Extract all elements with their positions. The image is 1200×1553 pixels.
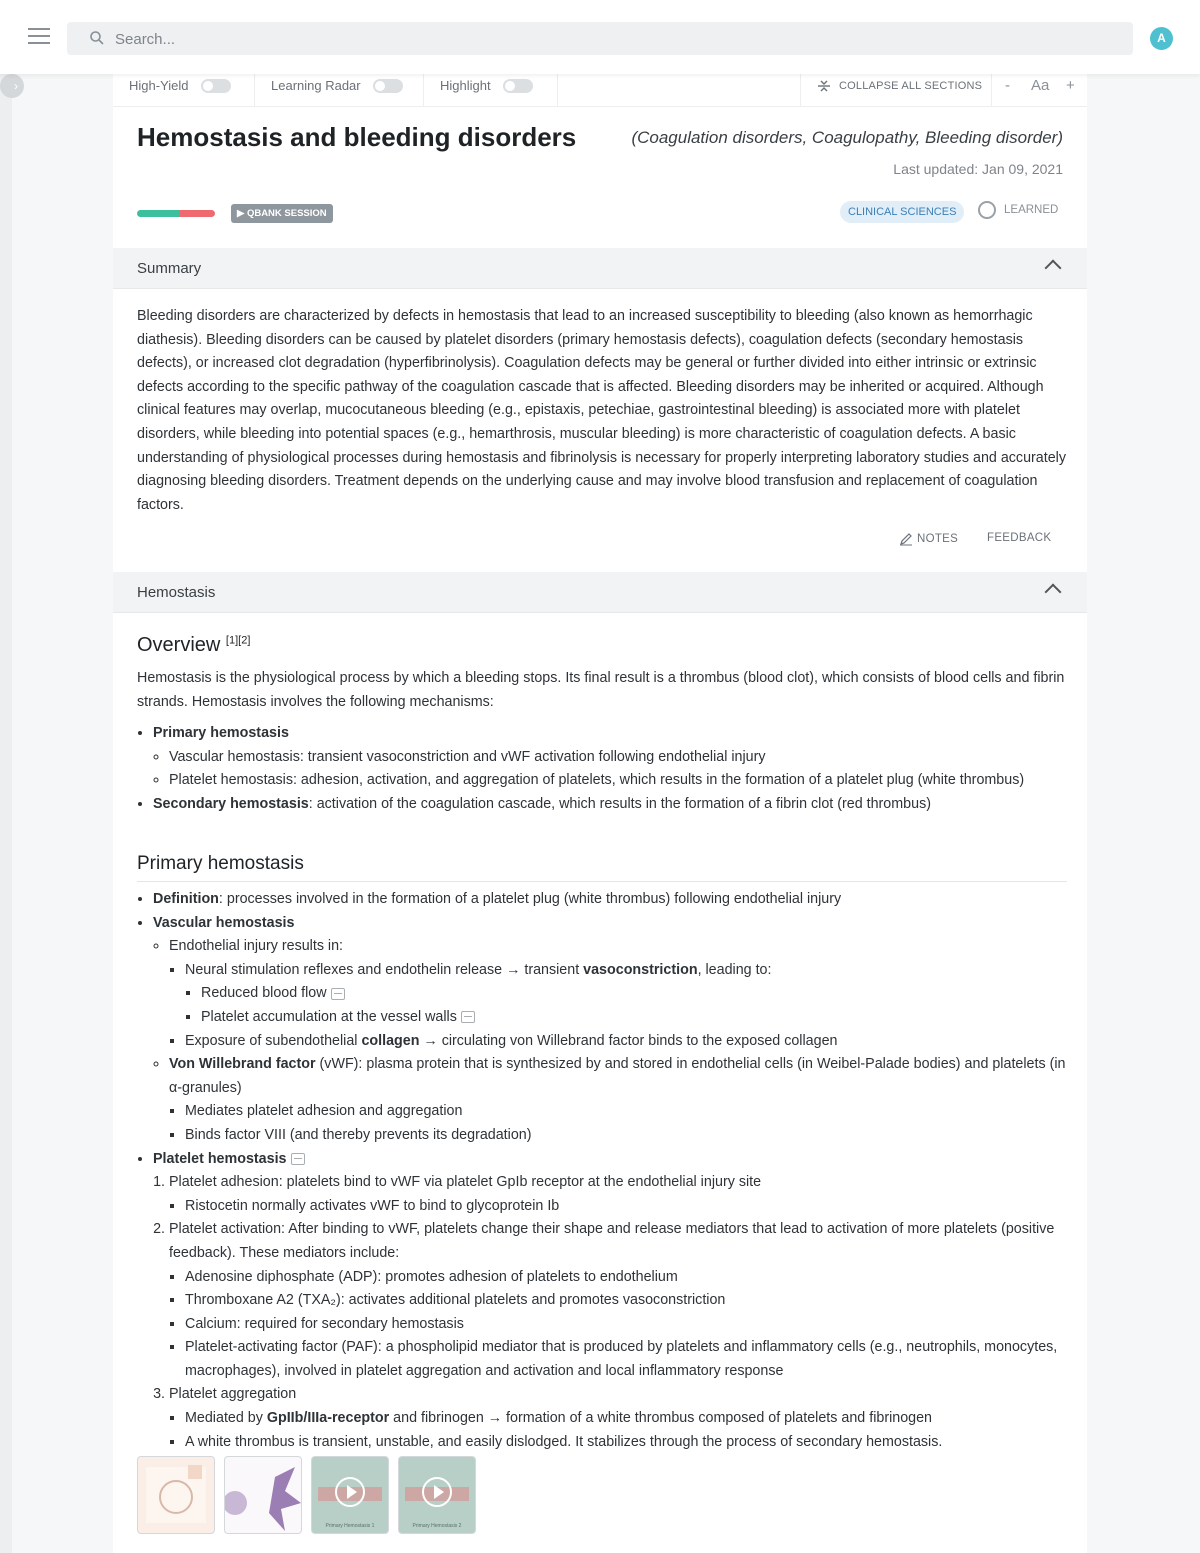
category-badge[interactable]: CLINICAL SCIENCES: [840, 201, 964, 223]
media-icon[interactable]: [291, 1153, 305, 1165]
list-item: ▪ Ristocetin normally activates vWF to bind to glycoprotein Ib: [185, 1195, 1067, 1219]
list-item: [169, 1218, 1067, 1383]
sub-list: [153, 746, 1067, 793]
list-item-bold: Von Willebrand factor: [169, 1056, 316, 1073]
sub-list: [169, 1266, 1067, 1384]
list-item-text: Platelet accumulation at the vessel walls: [201, 1008, 457, 1025]
font-size-label: Aa: [1031, 77, 1050, 94]
list-item-bold: collagen: [361, 1032, 420, 1049]
highlight-toggle[interactable]: [440, 78, 533, 93]
learning-radar-label: Learning Radar: [271, 78, 361, 93]
overview-list: [137, 722, 1067, 816]
list-item: ▪ Thromboxane A2 (TXA₂): activates additional platelets and promotes vasoconstriction: [185, 1289, 1067, 1313]
high-yield-toggle[interactable]: [129, 78, 231, 93]
media-thumbnail[interactable]: [137, 1456, 215, 1534]
search-icon: [89, 30, 105, 46]
list-item-text: (vWF): plasma protein that is synthesized by and stored in endothelial cells (in Weibel-Palade bodies) and platelets (in α-granules): [169, 1056, 1066, 1096]
list-item-text: , leading to:: [697, 961, 772, 978]
list-item-text: Platelet adhesion: platelets bind to vWF via platelet GpIb receptor at the endothelial injury site: [169, 1174, 762, 1191]
sidebar-expand-icon[interactable]: ›: [0, 74, 24, 98]
media-gallery: [137, 1456, 476, 1534]
sub-list: [185, 982, 1067, 1029]
list-item: [185, 1030, 1067, 1054]
list-item-text: : processes involved in the formation of a platelet plug (white thrombus) following endothelial injury: [218, 891, 842, 907]
list-item-text: : activation of the coagulation cascade, which results in the formation of a fibrin clot (red thrombus): [308, 795, 931, 812]
list-item-text: Exposure of subendothelial: [185, 1032, 362, 1049]
thumbnail-caption: Primary Hemostasis 1: [325, 1523, 375, 1529]
list-item: ▪ A white thrombus is transient, unstable, and easily dislodged. It stabilizes through the process of secondary hemostasis.: [185, 1431, 1067, 1455]
list-item-text: Neural stimulation reflexes and endothelin release → transient: [185, 961, 584, 978]
toggle-switch[interactable]: [503, 79, 533, 93]
list-item: [153, 1148, 1067, 1455]
font-increase-button[interactable]: +: [1066, 77, 1075, 94]
article-page: [113, 66, 1087, 1553]
page-title: Hemostasis and bleeding disorders: [137, 122, 577, 152]
media-icon[interactable]: [331, 988, 345, 1000]
primary-hemostasis: [137, 853, 1067, 1454]
media-icon[interactable]: [461, 1011, 475, 1023]
top-bar: [0, 0, 1200, 74]
video-thumbnail[interactable]: [398, 1456, 476, 1534]
notes-label: NOTES: [917, 533, 959, 545]
summary-text: Bleeding disorders are characterized by defects in hemostasis that lead to an increased susceptibility to bleeding (also known as hemorrhagic diathesis). Bleeding disorders can be caused by platelet disorders (primary hemostasis defects), coagulation defects (secondary hemostasis defects), or increased clot degradation (hyperfibrinolysis). Coagulation defects may be general or further divided into either intrinsic or extrinsic defects according to the specific pathway of the coagulation cascade that is affected. Bleeding disorders may be inherited or acquired. Although clinical features may overlap, mucocutaneous bleeding (e.g., epistaxis, petechiae, gastrointestinal bleeding) is associated more with platelet disorders, while bleeding into potential spaces (e.g., hemarthrosis, muscular bleeding) is more characteristic of coagulation defects. A basic understanding of physiological processes during hemostasis and fibrinolysis is necessary for properly interpreting laboratory studies and accurately diagnosing bleeding disorders. Treatment depends on the underlying cause and may involve blood transfusion and replacement of coagulation factors.: [137, 308, 1066, 513]
list-item-text: Platelet aggregation: [169, 1386, 297, 1403]
list-item: [169, 1171, 1067, 1218]
sub-list: [169, 959, 1067, 1053]
list-item: [201, 1006, 1067, 1030]
collapse-all-button[interactable]: [817, 79, 982, 93]
list-item-bold: Secondary hemostasis: [153, 795, 309, 812]
list-item-text: Mediated by: [185, 1410, 267, 1427]
list-item-bold: Primary hemostasis: [153, 725, 289, 742]
thumbnail-caption: Primary Hemostasis 2: [412, 1523, 462, 1529]
list-item: [201, 982, 1067, 1006]
avatar[interactable]: A: [1150, 27, 1173, 50]
list-item-text: Endothelial injury results in:: [169, 938, 344, 955]
learning-radar-toggle[interactable]: [271, 78, 403, 93]
toggle-switch[interactable]: [201, 79, 231, 93]
last-updated: Last updated: Jan 09, 2021: [893, 161, 1063, 177]
overview-title: [137, 634, 1067, 657]
chevron-up-icon[interactable]: [1045, 260, 1062, 277]
collapse-all-label: COLLAPSE ALL SECTIONS: [839, 80, 983, 92]
list-item: [169, 935, 1067, 1053]
notes-button[interactable]: [899, 532, 958, 546]
list-item: [169, 1383, 1067, 1454]
learned-toggle[interactable]: [978, 201, 1058, 219]
list-item-text: and fibrinogen → formation of a white thrombus composed of platelets and fibrinogen: [389, 1410, 933, 1427]
list-item-bold: vasoconstriction: [583, 961, 698, 978]
list-item: [153, 912, 1067, 1148]
highlight-label: Highlight: [440, 78, 491, 93]
qbank-session-button[interactable]: ▶ QBANK SESSION: [231, 204, 333, 223]
learned-circle-icon: [978, 201, 996, 219]
list-item: ▪ Adenosine diphosphate (ADP): promotes adhesion of platelets to endothelium: [185, 1266, 1067, 1290]
high-yield-label: High-Yield: [129, 78, 189, 93]
list-item: [153, 888, 1067, 912]
pencil-icon: [899, 532, 913, 546]
feedback-button[interactable]: FEEDBACK: [987, 532, 1052, 544]
progress-bar: [137, 210, 215, 217]
list-item: [185, 1407, 1067, 1431]
list-item: [185, 959, 1067, 1030]
list-item-text: → circulating von Willebrand factor binds to the exposed collagen: [419, 1032, 838, 1049]
media-thumbnail[interactable]: [224, 1456, 302, 1534]
list-item: [153, 722, 1067, 793]
hemostasis-overview: [137, 634, 1067, 817]
overview-text: Hemostasis is the physiological process by which a bleeding stops. Its final result is a thrombus (blood clot), which consists of blood cells and fibrin strands. Hemostasis involves the following mechanisms:: [137, 670, 1065, 710]
list-item: ◦ Platelet hemostasis: adhesion, activation, and aggregation of platelets, which results in the formation of a platelet plug (white thrombus): [169, 769, 1067, 793]
collapse-icon: [817, 79, 831, 93]
list-item-bold: GpIIb/IIIa-receptor: [266, 1410, 390, 1427]
hamburger-menu-icon[interactable]: [28, 28, 50, 46]
illustration-icon: [138, 1457, 214, 1533]
list-item-text: Platelet activation: After binding to vWF, platelets change their shape and release mediators that lead to activation of more platelets (positive feedback). These mediators include:: [169, 1221, 1055, 1261]
numbered-list: [153, 1171, 1067, 1454]
primary-list: [137, 888, 1067, 1454]
summary-section-header[interactable]: [113, 248, 1087, 289]
sub-list: [169, 1407, 1067, 1454]
learned-label: LEARNED: [1004, 204, 1059, 216]
list-item-bold: Vascular hemostasis: [153, 914, 295, 931]
sub-list: [169, 1195, 1067, 1219]
sub-list: [153, 935, 1067, 1147]
hemostasis-section-header[interactable]: [113, 572, 1087, 613]
list-item: ▪ Binds factor VIII (and thereby prevents its degradation): [185, 1124, 1067, 1148]
search-input[interactable]: [113, 28, 1017, 50]
list-item: [153, 793, 1067, 817]
list-item-text: Reduced blood flow: [201, 985, 327, 1002]
play-icon[interactable]: [335, 1477, 365, 1507]
video-thumbnail[interactable]: [311, 1456, 389, 1534]
list-item-bold: Platelet hemostasis: [153, 1150, 287, 1167]
play-icon[interactable]: [422, 1477, 452, 1507]
list-item: [169, 1053, 1067, 1147]
search-bar[interactable]: [67, 22, 1133, 55]
left-rail: [0, 74, 12, 1553]
overview-references[interactable]: [1][2]: [225, 634, 251, 647]
hemostasis-heading: Hemostasis: [137, 584, 216, 601]
overview-title-text: Overview: [137, 634, 221, 656]
primary-hemostasis-title: Primary hemostasis: [137, 853, 1067, 882]
illustration-icon: [225, 1457, 301, 1533]
toggle-switch[interactable]: [373, 79, 403, 93]
list-item: ▪ Platelet-activating factor (PAF): a phospholipid mediator that is produced by platelets and inflammatory cells (e.g., neutrophils, monocytes, macrophages), involved in platelet aggregation and activation and local inflammatory response: [185, 1336, 1067, 1383]
font-decrease-button[interactable]: -: [1005, 77, 1010, 94]
list-item: ▪ Mediates platelet adhesion and aggregation: [185, 1100, 1067, 1124]
list-item: ◦ Vascular hemostasis: transient vasoconstriction and vWF activation following endothelial injury: [169, 746, 1067, 770]
sub-list: [169, 1100, 1067, 1147]
list-item: ▪ Calcium: required for secondary hemostasis: [185, 1313, 1067, 1337]
progress-red: [180, 210, 215, 217]
article-synonyms: (Coagulation disorders, Coagulopathy, Bleeding disorder): [631, 128, 1063, 147]
chevron-up-icon[interactable]: [1045, 584, 1062, 601]
summary-heading: Summary: [137, 260, 202, 277]
list-item-bold: Definition: [153, 891, 219, 907]
progress-green: [137, 210, 180, 217]
